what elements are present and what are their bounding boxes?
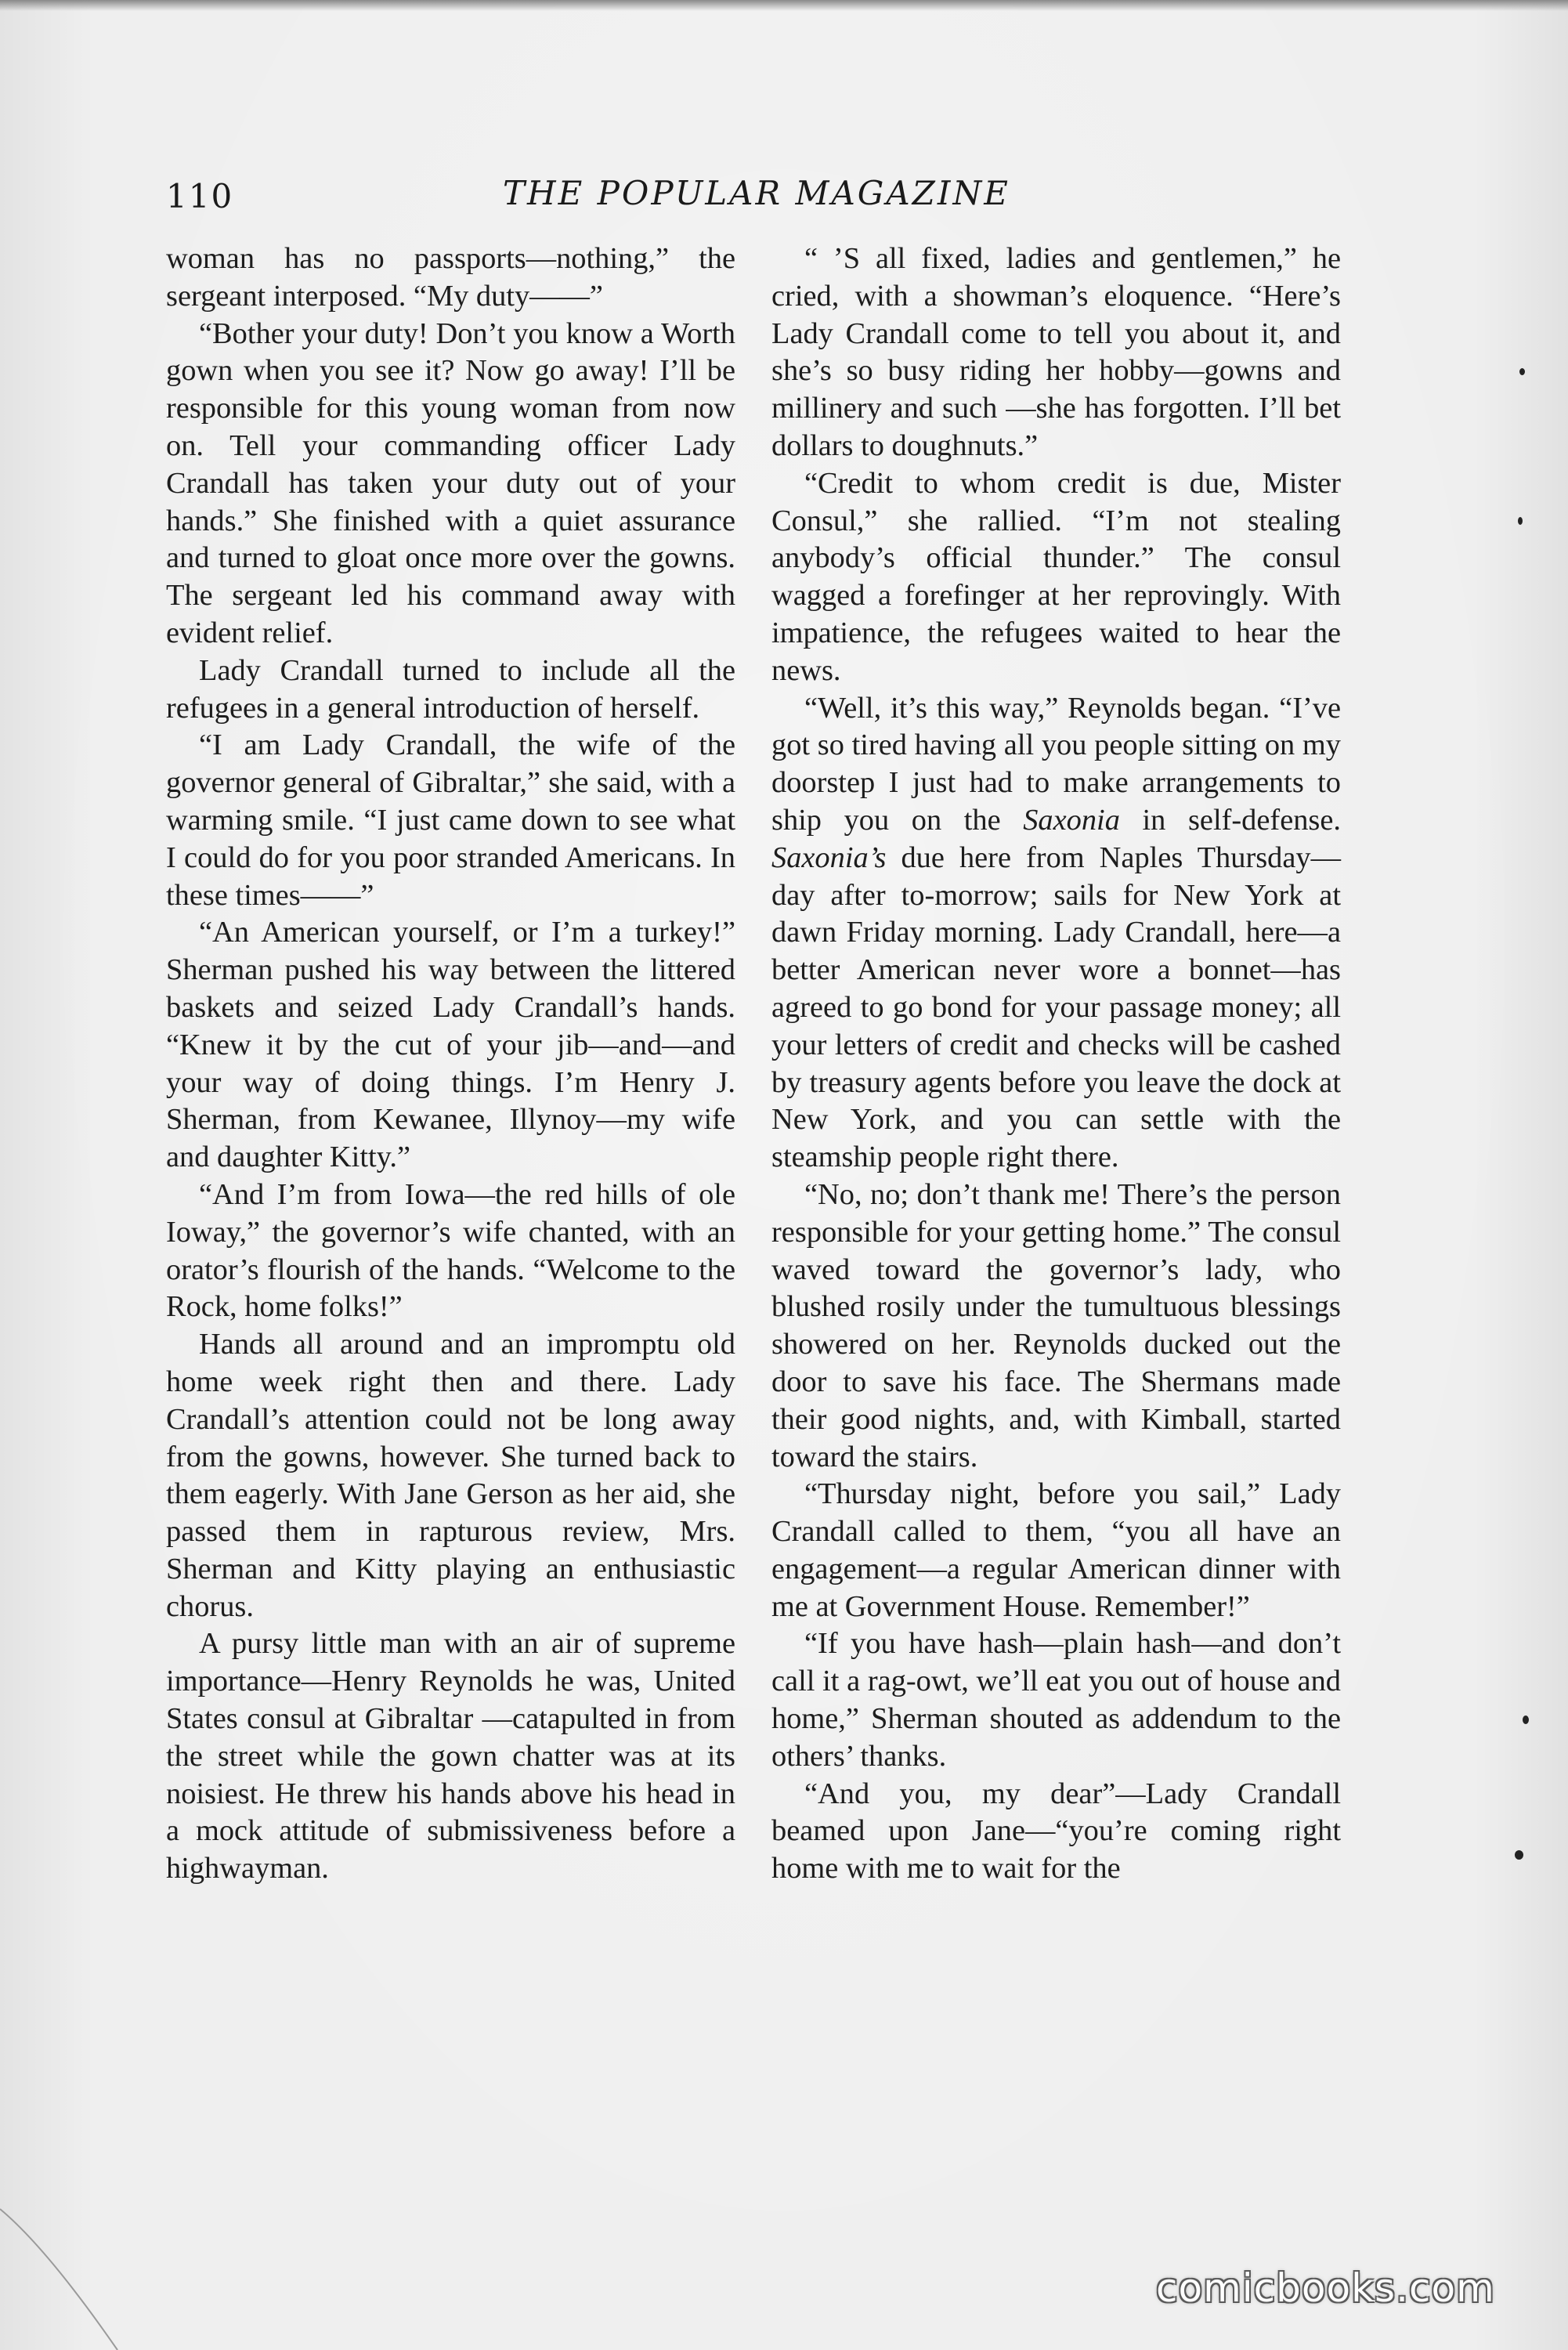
page-top-edge [0, 0, 1568, 11]
page-number: 110 [166, 177, 234, 215]
paragraph: “ ’S all fixed, ladies and gentlemen,” he cried, with a showman’s eloquence. “Here’s Lady Crandall come to tell you about it, and she’s so busy riding her hobby—gowns and millinery and such —she has forgotten. I’ll bet dollars to doughnuts.” [771, 242, 1341, 462]
paragraph: “If you have hash—plain hash—and don’t call it a rag-owt, we’ll eat you out of house and home,” Sherman shouted as addendum to the others’ thanks. [771, 1627, 1341, 1773]
paragraph: “And you, my dear”—Lady Crandall beamed upon Jane—“you’re coming right home with me to wait for the [771, 1777, 1341, 1885]
running-head: THE POPULAR MAGAZINE [503, 174, 1010, 212]
ship-name-italic: Saxonia [1023, 803, 1120, 837]
paragraph: “Bother your duty! Don’t you know a Worth gown when you see it? Now go away! I’ll be responsible for this young woman from now on. Tell your commanding officer Lady Crandall has taken your duty out of your hands.” She finished with a quiet assurance and turned to gloat once more over the gowns. The sergeant led his command away with evident relief. [166, 316, 735, 649]
paragraph: A pursy little man with an air of supreme importance—Henry Reynolds he was, United States consul at Gibraltar —catapulted in from the street while the gown chatter was at its noisiest. He threw his hands above his head in a mock attitude of submissiveness before a highwayman. [166, 1627, 735, 1885]
paragraph: “No, no; don’t thank me! There’s the person responsible for your getting home.” The consul waved toward the governor’s lady, who blushed rosily under the tumultuous blessings showered on her. Reynolds ducked out the door to save his face. The Shermans made their good nights, and, with Kimball, started toward the stairs. [771, 1177, 1341, 1473]
paragraph: Lady Crandall turned to include all the refugees in a general introduction of herself. [166, 653, 735, 725]
paragraph: woman has no passports—nothing,” the sergeant interposed. “My duty——” [166, 242, 735, 313]
paragraph-text: in self-defense. [1119, 803, 1342, 837]
paper-speck [1518, 517, 1523, 525]
paragraph: “Thursday night, before you sail,” Lady Crandall called to them, “you all have an engagement—a regular American dinner with me at Government House. Remember!” [771, 1477, 1341, 1623]
paragraph-text: “Well, it’s this way,” Reynolds began. “I’ve got so tired having all you people sitting on my doorstep I just had to make arrangements to ship you on the [771, 691, 1341, 837]
paragraph: Hands all around and an impromptu old home week right then and there. Lady Crandall’s attention could not be long away from the gowns, however. She turned back to them eagerly. With Jane Gerson as her aid, she passed them in rapturous review, Mrs. Sherman and Kitty playing an enthusiastic chorus. [166, 1328, 735, 1623]
right-column [771, 240, 1341, 1888]
ship-name-italic: Saxonia’s [771, 841, 887, 874]
watermark-text: comicbooks.com [1156, 2265, 1495, 2311]
paragraph: “I am Lady Crandall, the wife of the governor general of Gibraltar,” she said, with a warming smile. “I just came down to see what I could do for you poor stranded Americans. In these times——” [166, 728, 735, 912]
page-header [166, 174, 1341, 221]
paragraph [771, 690, 1341, 1177]
paper-speck [1515, 1850, 1523, 1860]
paragraph: “An American yourself, or I’m a turkey!” Sherman pushed his way between the littered baskets and seized Lady Crandall’s hands. “Knew it by the cut of your jib—and—and your way of doing things. I’m Henry J. Sherman, from Kewanee, Illynoy—my wife and daughter Kitty.” [166, 916, 735, 1174]
paper-speck [1523, 1716, 1529, 1724]
paragraph: “Credit to whom credit is due, Mister Consul,” she rallied. “I’m not stealing anybody’s official thunder.” The consul wagged a forefinger at her reprovingly. With impatience, the refugees waited to hear the news. [771, 466, 1341, 687]
paragraph: “And I’m from Iowa—the red hills of ole Ioway,” the governor’s wife chanted, with an orator’s flourish of the hands. “Welcome to the Rock, home folks!” [166, 1177, 735, 1324]
left-column [166, 240, 735, 1888]
paragraph-text: due here from Naples Thursday—day after to-morrow; sails for New York at dawn Friday morning. Lady Crandall, here—a better American never wore a bonnet—has agreed to go bond for your passage money; all your letters of credit and checks will be cashed by treasury agents before you leave the dock at New York, and you can settle with the steamship people right there. [771, 841, 1341, 1174]
page-corner-crease [0, 2201, 157, 2350]
paper-speck [1519, 368, 1525, 375]
